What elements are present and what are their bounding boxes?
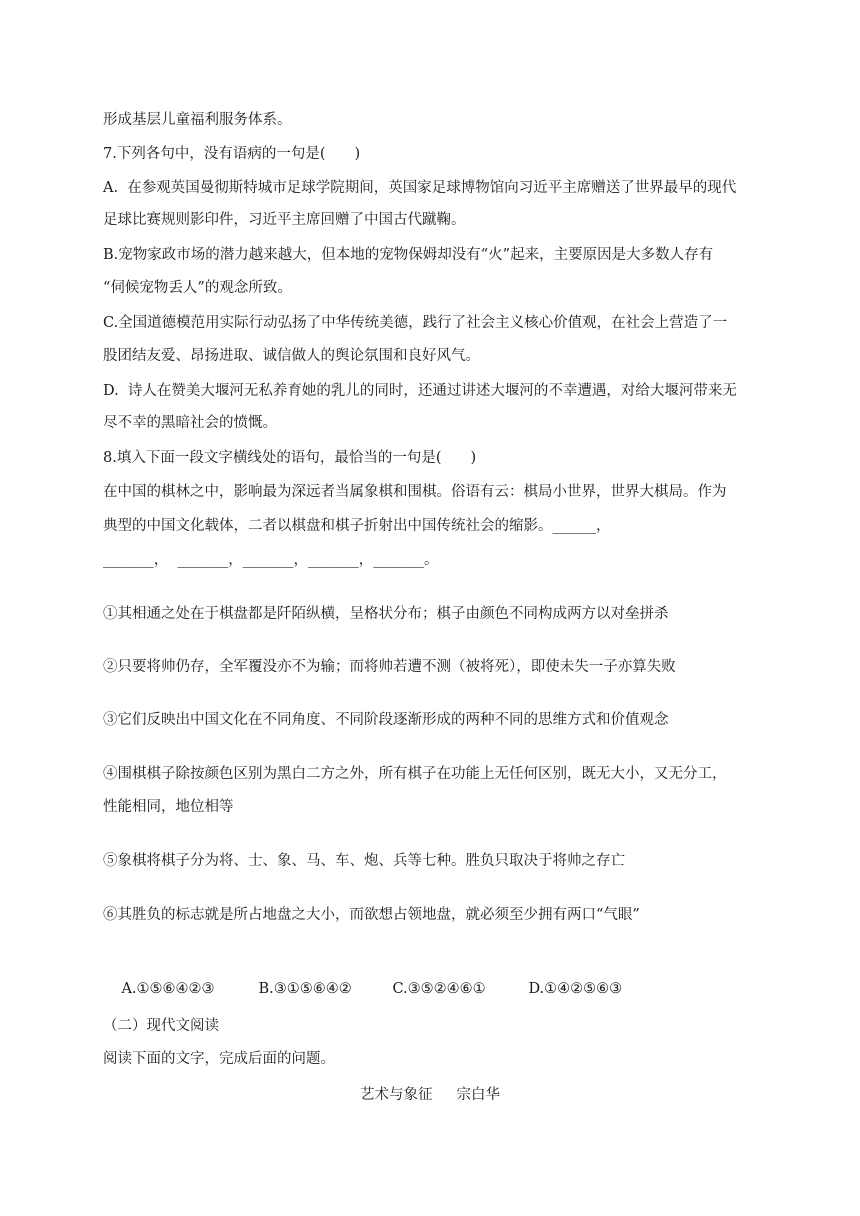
question-7-option-d: D. 诗人在赞美大堰河无私养育她的乳儿的同时，还通过讲述大堰河的不幸遭遇，对给大堰河带来无 [103,383,737,399]
reading-instruction: 阅读下面的文字，完成后面的问题。 [103,1051,335,1067]
sentence-5: ⑤象棋将棋子分为将、士、象、马、车、炮、兵等七种。胜负只取决于将帅之存亡 [103,853,625,869]
question-8-options [103,959,622,1019]
option-c: C.③⑤②④⑥① [392,981,486,997]
question-7-option-d-cont: 尽不幸的黑暗社会的愤慨。 [103,415,277,431]
question-7-option-c-cont: 股团结友爱、昂扬进取、诚信做人的舆论氛围和良好风气。 [103,348,480,364]
passage-line: 典型的中国文化载体，二者以棋盘和棋子折射出中国传统社会的缩影。______， [103,518,611,534]
article-title: 艺术与象征 [360,1087,433,1103]
option-b: B.③①⑤⑥④② [258,981,352,997]
sentence-4-cont: 性能相同，地位相等 [103,799,234,815]
question-8-stem: 8.填入下面一段文字横线处的语句，最恰当的一句是( ) [103,450,477,466]
question-7-option-a-cont: 足球比赛规则影印件，习近平主席回赠了中国古代蹴鞠。 [103,212,466,228]
sentence-2: ②只要将帅仍存，全军覆没亦不为输；而将帅若遭不测（被将死），即使未失一子亦算失败 [103,659,676,675]
passage-line: 在中国的棋林之中，影响最为深远者当属象棋和围棋。俗语有云：棋局小世界，世界大棋局。作为 [103,484,727,500]
option-d: D.①④②⑤⑥③ [528,981,623,997]
article-author: 宗白华 [456,1087,500,1103]
question-7-option-a: A. 在参观英国曼彻斯特城市足球学院期间，英国家足球博物馆向习近平主席赠送了世界最早的现代 [103,180,737,196]
section-heading: （二）现代文阅读 [103,1018,219,1034]
sentence-4: ④围棋棋子除按颜色区别为黑白二方之外，所有棋子在功能上无任何区别，既无大小，又无分工， [103,766,727,782]
sentence-6: ⑥其胜负的标志就是所占地盘之大小，而欲想占领地盘，就必须至少拥有两口“气眼” [103,907,640,923]
question-7-option-b-cont: “伺候宠物丢人”的观念所致。 [103,280,292,296]
option-a: A.①⑤⑥④②③ [121,981,215,997]
sentence-3: ③它们反映出中国文化在不同角度、不同阶段逐渐形成的两种不同的思维方式和价值观念 [103,712,669,728]
question-7-option-b: B.宠物家政市场的潜力越来越大，但本地的宠物保姆却没有“火”起来，主要原因是大多数人存有 [103,247,714,263]
sentence-1: ①其相通之处在于棋盘都是阡陌纵横，呈格状分布；棋子由颜色不同构成两方以对垒拼杀 [103,606,669,622]
article-heading [0,1083,860,1104]
question-7-option-c: C.全国道德模范用实际行动弘扬了中华传统美德，践行了社会主义核心价值观，在社会上营造了一 [103,315,728,331]
text-line: 形成基层儿童福利服务体系。 [103,112,292,128]
passage-blanks: _______， _______，_______，_______，_______。 [103,552,439,568]
question-7-stem: 7.下列各句中，没有语病的一句是( ) [103,146,361,162]
